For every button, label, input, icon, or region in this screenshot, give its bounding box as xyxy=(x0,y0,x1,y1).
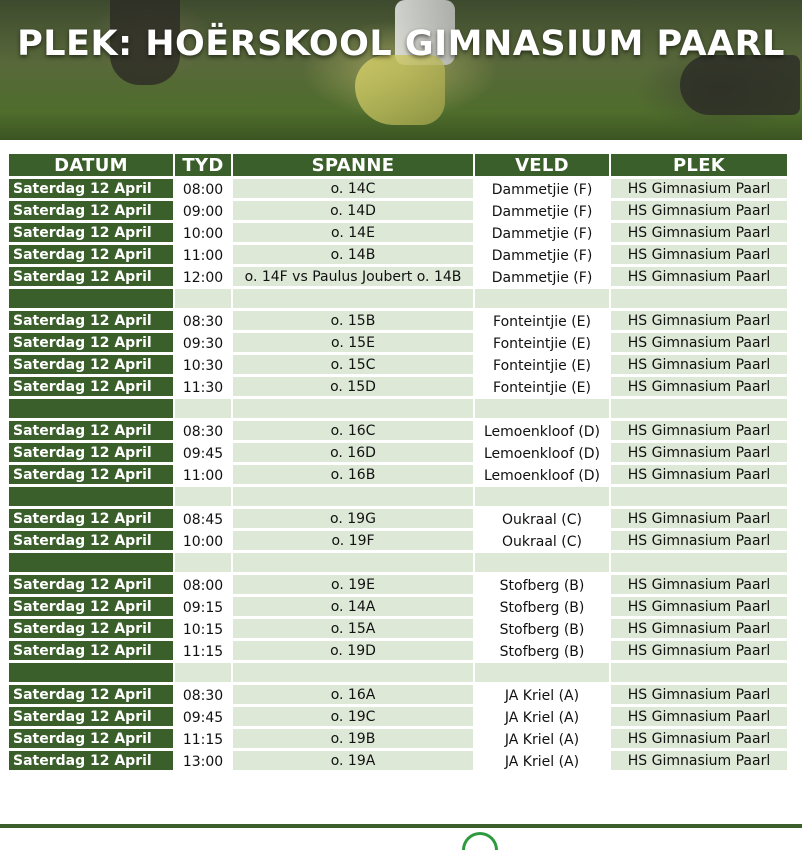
cell-teams: o. 14A xyxy=(233,597,473,616)
spacer-cell xyxy=(9,399,173,418)
cell-time: 10:30 xyxy=(175,355,231,374)
table-row xyxy=(9,465,787,484)
cell-field: Stofberg (B) xyxy=(475,575,609,594)
cell-date: Saterdag 12 April xyxy=(9,729,173,748)
spacer-cell xyxy=(9,289,173,308)
cell-time: 08:45 xyxy=(175,509,231,528)
spacer-cell xyxy=(175,399,231,418)
cell-date: Saterdag 12 April xyxy=(9,751,173,770)
cell-teams: o. 19A xyxy=(233,751,473,770)
cell-field: Lemoenkloof (D) xyxy=(475,443,609,462)
spacer-cell xyxy=(475,289,609,308)
table-row xyxy=(9,641,787,660)
spacer-cell xyxy=(233,553,473,572)
cell-date: Saterdag 12 April xyxy=(9,641,173,660)
cell-venue: HS Gimnasium Paarl xyxy=(611,245,787,264)
spacer-cell xyxy=(9,553,173,572)
cell-venue: HS Gimnasium Paarl xyxy=(611,355,787,374)
cell-time: 08:00 xyxy=(175,575,231,594)
cell-date: Saterdag 12 April xyxy=(9,465,173,484)
cell-teams: o. 15B xyxy=(233,311,473,330)
cell-teams: o. 19E xyxy=(233,575,473,594)
cell-field: Dammetjie (F) xyxy=(475,267,609,286)
cell-time: 13:00 xyxy=(175,751,231,770)
cell-field: Oukraal (C) xyxy=(475,531,609,550)
cell-venue: HS Gimnasium Paarl xyxy=(611,751,787,770)
cell-teams: o. 16A xyxy=(233,685,473,704)
table-spacer-row xyxy=(9,553,787,572)
cell-teams: o. 19C xyxy=(233,707,473,726)
cell-date: Saterdag 12 April xyxy=(9,597,173,616)
spacer-cell xyxy=(233,399,473,418)
cell-time: 08:30 xyxy=(175,421,231,440)
cell-venue: HS Gimnasium Paarl xyxy=(611,377,787,396)
cell-date: Saterdag 12 April xyxy=(9,333,173,352)
spacer-cell xyxy=(475,487,609,506)
cell-teams: o. 15A xyxy=(233,619,473,638)
cell-venue: HS Gimnasium Paarl xyxy=(611,597,787,616)
cell-date: Saterdag 12 April xyxy=(9,619,173,638)
spacer-cell xyxy=(175,487,231,506)
spacer-cell xyxy=(9,663,173,682)
table-row xyxy=(9,333,787,352)
column-header-venue: PLEK xyxy=(611,154,787,176)
table-spacer-row xyxy=(9,663,787,682)
table-row xyxy=(9,179,787,198)
spacer-cell xyxy=(611,289,787,308)
table-row xyxy=(9,575,787,594)
table-row xyxy=(9,421,787,440)
cell-teams: o. 19D xyxy=(233,641,473,660)
cell-venue: HS Gimnasium Paarl xyxy=(611,333,787,352)
cell-venue: HS Gimnasium Paarl xyxy=(611,641,787,660)
table-header-row xyxy=(9,154,787,176)
cell-teams: o. 15E xyxy=(233,333,473,352)
banner-photo-boot-right xyxy=(680,55,800,115)
cell-date: Saterdag 12 April xyxy=(9,311,173,330)
cell-field: JA Kriel (A) xyxy=(475,751,609,770)
page-title: PLEK: HOËRSKOOL GIMNASIUM PAARL xyxy=(17,24,785,64)
cell-time: 09:45 xyxy=(175,707,231,726)
cell-field: Stofberg (B) xyxy=(475,597,609,616)
table-row xyxy=(9,223,787,242)
cell-venue: HS Gimnasium Paarl xyxy=(611,729,787,748)
cell-field: Dammetjie (F) xyxy=(475,201,609,220)
logo-icon xyxy=(462,832,498,850)
cell-teams: o. 19B xyxy=(233,729,473,748)
spacer-cell xyxy=(233,487,473,506)
cell-field: Lemoenkloof (D) xyxy=(475,465,609,484)
cell-venue: HS Gimnasium Paarl xyxy=(611,201,787,220)
cell-venue: HS Gimnasium Paarl xyxy=(611,443,787,462)
cell-date: Saterdag 12 April xyxy=(9,223,173,242)
cell-time: 10:00 xyxy=(175,531,231,550)
cell-venue: HS Gimnasium Paarl xyxy=(611,509,787,528)
cell-date: Saterdag 12 April xyxy=(9,707,173,726)
cell-date: Saterdag 12 April xyxy=(9,575,173,594)
cell-venue: HS Gimnasium Paarl xyxy=(611,685,787,704)
cell-teams: o. 14B xyxy=(233,245,473,264)
footer-divider xyxy=(0,824,802,828)
cell-date: Saterdag 12 April xyxy=(9,685,173,704)
cell-time: 11:15 xyxy=(175,729,231,748)
cell-time: 10:00 xyxy=(175,223,231,242)
cell-venue: HS Gimnasium Paarl xyxy=(611,311,787,330)
cell-field: Fonteintjie (E) xyxy=(475,377,609,396)
spacer-cell xyxy=(233,663,473,682)
cell-time: 08:30 xyxy=(175,685,231,704)
spacer-cell xyxy=(475,663,609,682)
spacer-cell xyxy=(475,399,609,418)
spacer-cell xyxy=(611,553,787,572)
cell-time: 08:00 xyxy=(175,179,231,198)
spacer-cell xyxy=(611,663,787,682)
spacer-cell xyxy=(9,487,173,506)
cell-date: Saterdag 12 April xyxy=(9,377,173,396)
table-spacer-row xyxy=(9,289,787,308)
spacer-cell xyxy=(475,553,609,572)
cell-venue: HS Gimnasium Paarl xyxy=(611,575,787,594)
cell-teams: o. 16B xyxy=(233,465,473,484)
table-row xyxy=(9,751,787,770)
cell-teams: o. 14E xyxy=(233,223,473,242)
cell-date: Saterdag 12 April xyxy=(9,443,173,462)
cell-time: 11:00 xyxy=(175,465,231,484)
cell-field: Fonteintjie (E) xyxy=(475,355,609,374)
cell-time: 09:30 xyxy=(175,333,231,352)
cell-teams: o. 19G xyxy=(233,509,473,528)
cell-venue: HS Gimnasium Paarl xyxy=(611,465,787,484)
cell-teams: o. 15D xyxy=(233,377,473,396)
cell-field: Stofberg (B) xyxy=(475,641,609,660)
cell-teams: o. 14C xyxy=(233,179,473,198)
cell-field: JA Kriel (A) xyxy=(475,729,609,748)
cell-time: 09:45 xyxy=(175,443,231,462)
fixtures-table xyxy=(7,151,789,773)
cell-date: Saterdag 12 April xyxy=(9,421,173,440)
cell-teams: o. 14F vs Paulus Joubert o. 14B xyxy=(233,267,473,286)
cell-date: Saterdag 12 April xyxy=(9,179,173,198)
table-row xyxy=(9,707,787,726)
cell-venue: HS Gimnasium Paarl xyxy=(611,421,787,440)
cell-field: Stofberg (B) xyxy=(475,619,609,638)
cell-venue: HS Gimnasium Paarl xyxy=(611,267,787,286)
table-row xyxy=(9,355,787,374)
cell-venue: HS Gimnasium Paarl xyxy=(611,531,787,550)
cell-teams: o. 15C xyxy=(233,355,473,374)
cell-date: Saterdag 12 April xyxy=(9,245,173,264)
cell-field: Fonteintjie (E) xyxy=(475,311,609,330)
spacer-cell xyxy=(175,553,231,572)
table-row xyxy=(9,685,787,704)
cell-field: Lemoenkloof (D) xyxy=(475,421,609,440)
cell-date: Saterdag 12 April xyxy=(9,355,173,374)
cell-teams: o. 16C xyxy=(233,421,473,440)
cell-field: Fonteintjie (E) xyxy=(475,333,609,352)
table-row xyxy=(9,443,787,462)
spacer-cell xyxy=(233,289,473,308)
table-row xyxy=(9,311,787,330)
table-row xyxy=(9,267,787,286)
cell-date: Saterdag 12 April xyxy=(9,509,173,528)
table-row xyxy=(9,729,787,748)
column-header-field: VELD xyxy=(475,154,609,176)
cell-venue: HS Gimnasium Paarl xyxy=(611,619,787,638)
cell-date: Saterdag 12 April xyxy=(9,267,173,286)
cell-venue: HS Gimnasium Paarl xyxy=(611,223,787,242)
cell-time: 12:00 xyxy=(175,267,231,286)
cell-teams: o. 16D xyxy=(233,443,473,462)
column-header-time: TYD xyxy=(175,154,231,176)
cell-time: 11:30 xyxy=(175,377,231,396)
table-row xyxy=(9,201,787,220)
cell-time: 10:15 xyxy=(175,619,231,638)
cell-venue: HS Gimnasium Paarl xyxy=(611,179,787,198)
table-row xyxy=(9,531,787,550)
spacer-cell xyxy=(611,399,787,418)
column-header-teams: SPANNE xyxy=(233,154,473,176)
cell-time: 09:15 xyxy=(175,597,231,616)
cell-field: Dammetjie (F) xyxy=(475,245,609,264)
spacer-cell xyxy=(175,289,231,308)
cell-teams: o. 19F xyxy=(233,531,473,550)
table-row xyxy=(9,509,787,528)
cell-date: Saterdag 12 April xyxy=(9,201,173,220)
cell-field: Dammetjie (F) xyxy=(475,179,609,198)
table-spacer-row xyxy=(9,399,787,418)
cell-field: JA Kriel (A) xyxy=(475,707,609,726)
banner xyxy=(0,0,802,140)
cell-time: 08:30 xyxy=(175,311,231,330)
table-spacer-row xyxy=(9,487,787,506)
cell-time: 09:00 xyxy=(175,201,231,220)
spacer-cell xyxy=(175,663,231,682)
spacer-cell xyxy=(611,487,787,506)
table-row xyxy=(9,377,787,396)
table-row xyxy=(9,619,787,638)
cell-field: Oukraal (C) xyxy=(475,509,609,528)
banner-photo-shoe xyxy=(355,55,445,125)
cell-field: Dammetjie (F) xyxy=(475,223,609,242)
column-header-date: DATUM xyxy=(9,154,173,176)
cell-time: 11:00 xyxy=(175,245,231,264)
cell-time: 11:15 xyxy=(175,641,231,660)
table-row xyxy=(9,245,787,264)
cell-date: Saterdag 12 April xyxy=(9,531,173,550)
table-row xyxy=(9,597,787,616)
cell-field: JA Kriel (A) xyxy=(475,685,609,704)
cell-venue: HS Gimnasium Paarl xyxy=(611,707,787,726)
cell-teams: o. 14D xyxy=(233,201,473,220)
